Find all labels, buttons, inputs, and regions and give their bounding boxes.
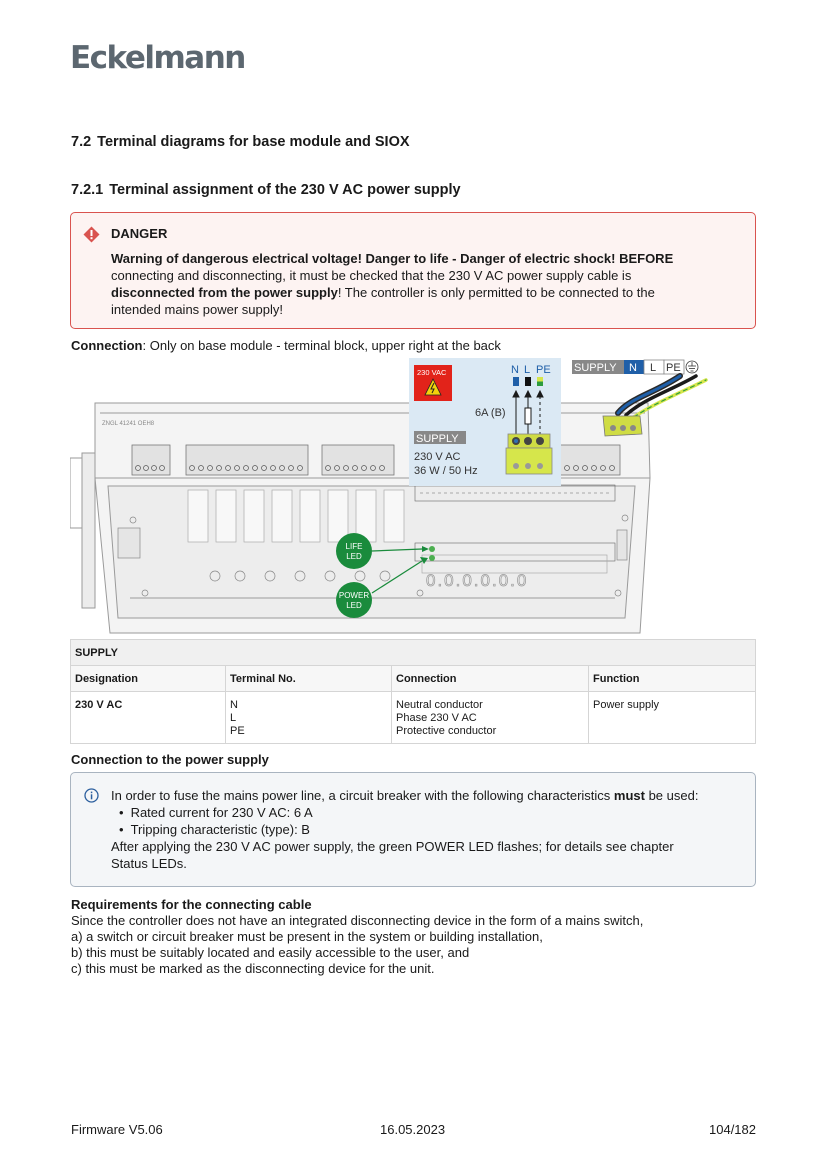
legend-l: L bbox=[650, 362, 657, 374]
legend-pe: PE bbox=[666, 362, 681, 374]
header-terminal-no: Terminal No. bbox=[226, 666, 392, 692]
info-line1-pre: In order to fuse the mains power line, a circuit breaker with the following characteristics bbox=[111, 788, 614, 803]
list-item: • Tripping characteristic (type): B bbox=[119, 821, 751, 838]
info-box bbox=[70, 772, 756, 887]
danger-line3-bold: disconnected from the power supply bbox=[111, 285, 338, 300]
connection-note bbox=[71, 338, 501, 353]
table-caption: SUPPLY bbox=[71, 640, 756, 666]
warning-label: 230 VAC bbox=[417, 368, 447, 377]
section-number: 7.2 bbox=[71, 134, 92, 150]
cell-terminals bbox=[226, 692, 392, 744]
header-function: Function bbox=[589, 666, 756, 692]
header-connection: Connection bbox=[392, 666, 589, 692]
supply-legend bbox=[572, 360, 698, 374]
danger-icon bbox=[83, 226, 100, 243]
info-icon bbox=[84, 788, 99, 803]
danger-line4: intended mains power supply! bbox=[111, 302, 283, 317]
requirements-line: Since the controller does not have an integrated disconnecting device in the form of a mains switch, bbox=[71, 913, 644, 928]
connection-neutral: Neutral conductor bbox=[396, 699, 483, 711]
danger-title: DANGER bbox=[111, 226, 168, 241]
danger-line1: Warning of dangerous electrical voltage! Danger to life - Danger of electric shock! BEFORE bbox=[111, 251, 674, 266]
warning-sign bbox=[414, 365, 452, 401]
subsection-title: Terminal assignment of the 230 V AC power supply bbox=[109, 182, 461, 198]
info-line1-post: be used: bbox=[644, 788, 699, 803]
cell-function: Power supply bbox=[589, 692, 756, 744]
power-label: 36 W / 50 Hz bbox=[414, 465, 478, 477]
board-code: ZNGL 41241 OEH8 bbox=[102, 421, 155, 427]
display-digits: 0.0.0.0.0.0 bbox=[426, 571, 529, 590]
info-line1-bold: must bbox=[613, 788, 645, 803]
supply-terminal bbox=[506, 434, 552, 474]
power-cable bbox=[618, 376, 706, 417]
terminal-label-l: L bbox=[524, 364, 531, 376]
terminal-pe: PE bbox=[230, 725, 245, 737]
cable-connector bbox=[603, 416, 642, 436]
power-led-label-1: POWER bbox=[338, 591, 370, 600]
requirements-section bbox=[71, 897, 761, 977]
danger-box bbox=[70, 212, 756, 329]
power-led-label-2: LED bbox=[346, 601, 362, 610]
connection-phase: Phase 230 V AC bbox=[396, 712, 477, 724]
info-line3: Status LEDs. bbox=[111, 856, 187, 871]
supply-tag: SUPPLY bbox=[416, 433, 459, 445]
supply-table bbox=[70, 639, 756, 744]
power-supply-heading: Connection to the power supply bbox=[71, 752, 269, 767]
connection-protective: Protective conductor bbox=[396, 725, 497, 737]
legend-n: N bbox=[629, 362, 637, 374]
cell-connections bbox=[392, 692, 589, 744]
requirements-line: b) this must be suitably located and easily accessible to the user, and bbox=[71, 945, 470, 960]
requirements-title: Requirements for the connecting cable bbox=[71, 897, 312, 912]
life-led-label-2: LED bbox=[346, 552, 362, 561]
connection-label: Connection bbox=[71, 338, 143, 353]
connection-text: : Only on base module - terminal block, upper right at the back bbox=[142, 338, 501, 353]
terminal-n: N bbox=[230, 699, 238, 711]
info-text bbox=[111, 787, 751, 872]
info-bullets bbox=[111, 804, 751, 838]
fuse-label: 6A (B) bbox=[475, 407, 506, 419]
requirements-line: c) this must be marked as the disconnecting device for the unit. bbox=[71, 961, 435, 976]
section-heading bbox=[71, 134, 410, 150]
subsection-number: 7.2.1 bbox=[71, 182, 104, 198]
list-item: • Rated current for 230 V AC: 6 A bbox=[119, 804, 751, 821]
danger-line2: connecting and disconnecting, it must be checked that the 230 V AC power supply cable is bbox=[111, 268, 632, 283]
subsection-heading bbox=[71, 182, 461, 198]
section-title: Terminal diagrams for base module and SIOX bbox=[97, 134, 410, 150]
brand-logo: Eckelmann bbox=[70, 40, 245, 76]
footer-date: 16.05.2023 bbox=[380, 1122, 446, 1137]
info-line2: After applying the 230 V AC power supply, the green POWER LED flashes; for details see chapter bbox=[111, 839, 674, 854]
footer-page: 104/182 bbox=[709, 1122, 756, 1137]
voltage-label: 230 V AC bbox=[414, 451, 461, 463]
legend-supply: SUPPLY bbox=[574, 362, 617, 374]
terminal-figure bbox=[70, 358, 756, 636]
terminal-label-n: N bbox=[511, 364, 519, 376]
table-row bbox=[71, 692, 756, 744]
danger-line3-rest: ! The controller is only permitted to be connected to the bbox=[337, 285, 655, 300]
cell-designation: 230 V AC bbox=[71, 692, 226, 744]
life-led-label-1: LIFE bbox=[345, 542, 363, 551]
ground-icon bbox=[686, 361, 698, 373]
requirements-line: a) a switch or circuit breaker must be present in the system or building installation, bbox=[71, 929, 543, 944]
danger-text bbox=[111, 250, 741, 318]
footer-firmware: Firmware V5.06 bbox=[71, 1122, 163, 1137]
header-designation: Designation bbox=[71, 666, 226, 692]
terminal-label-pe: PE bbox=[536, 364, 551, 376]
terminal-l: L bbox=[230, 712, 237, 724]
